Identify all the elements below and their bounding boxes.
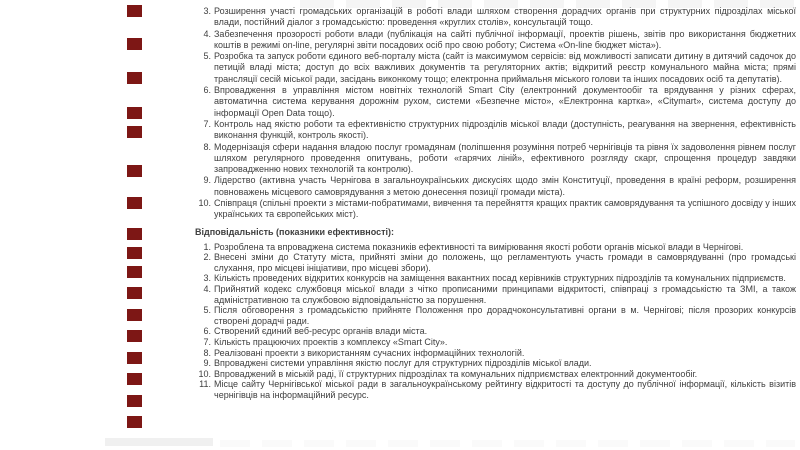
item-text: Кількість проведених відкритих конкурсів на заміщення вакантних посад керівників структурних підрозділів та комунальних підприємств. bbox=[214, 273, 786, 284]
item-text: Контроль над якістю роботи та ефективністю структурних підрозділів міської влади (доступність, реагування на звернення, ефективність виконання функцій, контроль якості). bbox=[214, 118, 796, 141]
list-item bbox=[195, 198, 796, 221]
item-text: Прийнятий кодекс службовця міської влади з чітко прописаними принципами відкритості, співпраці з громадськістю та ЗМІ, а також адміністративною та службовою відповідальністю за порушення. bbox=[214, 284, 796, 305]
list-item bbox=[195, 252, 796, 273]
list-item bbox=[195, 326, 796, 337]
item-number: 4. bbox=[203, 284, 211, 295]
margin-mark bbox=[127, 126, 142, 138]
item-number: 5. bbox=[203, 305, 211, 316]
scan-artifact-bottom-strip bbox=[220, 440, 795, 447]
item-text: Розроблена та впроваджена система показників ефективності та вимірювання якості роботи органів міської влади в Чернігові. bbox=[214, 241, 744, 252]
list-item bbox=[195, 369, 796, 380]
responsibility-list bbox=[195, 242, 796, 401]
list-item bbox=[195, 358, 796, 369]
item-number: 7. bbox=[203, 118, 211, 129]
item-number: 11. bbox=[199, 379, 211, 390]
item-text: Розширення участі громадських організацій в роботі влади шляхом створення дорадчих органів при структурних підрозділах міської влади, постійний діалог з громадськістю: проведення «круглих столів», консультацій тощо. bbox=[214, 6, 796, 28]
item-text: Кількість працюючих проектів з комплексу «Smart City». bbox=[214, 336, 448, 347]
item-number: 9. bbox=[203, 175, 211, 186]
goals-list bbox=[195, 6, 796, 221]
item-text: Створений єдиний веб-ресурс органів влади міста. bbox=[214, 326, 428, 337]
list-item bbox=[195, 337, 796, 348]
margin-mark bbox=[127, 72, 142, 84]
list-item bbox=[195, 348, 796, 359]
document-body bbox=[195, 6, 796, 401]
responsibility-heading: Відповідальність (показники ефективності): bbox=[195, 226, 395, 237]
list-item bbox=[195, 273, 796, 284]
item-number: 10. bbox=[198, 198, 211, 209]
margin-mark bbox=[127, 309, 142, 321]
margin-mark bbox=[127, 373, 142, 385]
item-text: Реалізовані проекти з використанням сучасних інформаційних технологій. bbox=[214, 347, 525, 358]
margin-mark bbox=[127, 165, 142, 177]
margin-mark bbox=[127, 247, 142, 259]
list-item bbox=[195, 51, 796, 85]
margin-mark bbox=[127, 38, 142, 50]
margin-mark bbox=[127, 352, 142, 364]
margin-mark bbox=[127, 287, 142, 299]
margin-mark bbox=[127, 416, 142, 428]
list-item bbox=[195, 175, 796, 198]
item-number: 8. bbox=[203, 347, 211, 358]
item-text: Внесені зміни до Статуту міста, прийняті зміни до положень, що регламентують участь громади в самоврядуванні (про громадські слухання, про місцеві ініціативи, про місцеві збори). bbox=[214, 252, 796, 273]
list-item bbox=[195, 379, 796, 400]
list-item bbox=[195, 6, 796, 29]
item-number: 7. bbox=[203, 336, 211, 347]
item-number: 6. bbox=[203, 326, 211, 337]
margin-mark bbox=[127, 266, 142, 278]
item-number: 8. bbox=[203, 141, 211, 152]
item-text: Співпраця (спільні проекти з містами-побратимами, вивчення та перейняття кращих практик самоврядування та успішного досвіду у інших українських та європейських міст). bbox=[214, 198, 796, 220]
margin-mark bbox=[127, 5, 142, 17]
item-number: 3. bbox=[203, 273, 211, 284]
scan-artifact-bottom bbox=[105, 438, 213, 446]
item-text: Модернізація сфери надання владою послуг громадянам (поліпшення розуміння потреб чернігівців та рівня їх задоволення рівнем послуг шляхом регулярного проведення опитувань, роботи «гарячих ліній», ефективного розгляду скарг, спрощення процедур завдяки запровадженню нових технологій та контролю). bbox=[214, 141, 796, 175]
list-item bbox=[195, 305, 796, 326]
item-text: Лідерство (активна участь Чернігова в загальноукраїнських дискусіях щодо змін Конституції, проведення в країні реформ, розширення повноважень місцевого самоврядування з метою донесення позиції громади міста). bbox=[214, 175, 796, 197]
item-number: 1. bbox=[203, 241, 211, 252]
item-text: Розробка та запуск роботи єдиного веб-порталу міста (сайт із максимумом сервісів: від можливості записати дитину в дитячий садочок до петицій владі міста; доступ до всіх важливих документів та регуляторних актів; відкритий реєстр комунального майна міста; прямі трансляції сесій міської ради, засідань виконкому тощо; електронна приймальня міського голови та інших посадових осіб та депутатів). bbox=[214, 51, 796, 84]
item-text: Впровадження в управління містом новітніх технологій Smart City (електронний документообіг та врядування у різних сферах, автоматична система керування дорожнім рухом, системи «Безпечне місто», «Електронна картка», «Citymart», система доступу до інформації Open Data тощо). bbox=[214, 85, 796, 118]
list-item bbox=[195, 142, 796, 176]
margin-mark bbox=[127, 107, 142, 119]
item-text: Місце сайту Чернігівської міської ради в загальноукраїнському рейтингу відкритості та доступу до публічної інформації, кількість візитів чернігівців на інформаційний ресурс. bbox=[214, 379, 796, 400]
item-text: Впроваджений в міській раді, її структурних підрозділах та комунальних підприємствах електронний документообіг. bbox=[214, 368, 698, 379]
list-item bbox=[195, 242, 796, 253]
item-text: Забезпечення прозорості роботи влади (публікація на сайті публічної інформації, проектів рішень, звітів про використання бюджетних коштів в режимі on-line, регулярні звіти посадових осіб про свою роботу; Система «On-line бюджет міста»). bbox=[214, 28, 796, 50]
list-item bbox=[195, 29, 796, 52]
item-number: 3. bbox=[203, 6, 211, 16]
item-text: Після обговорення з громадськістю прийняте Положення про дорадчоконсультативні органи в м. Чернігові; після прозорих конкурсів створені дорадчі ради. bbox=[214, 305, 796, 326]
item-number: 5. bbox=[203, 51, 211, 62]
item-number: 2. bbox=[203, 252, 211, 263]
list-item bbox=[195, 85, 796, 119]
item-number: 9. bbox=[203, 358, 211, 369]
margin-mark bbox=[127, 197, 142, 209]
list-item bbox=[195, 119, 796, 142]
item-number: 4. bbox=[203, 28, 211, 39]
margin-mark bbox=[127, 395, 142, 407]
margin-mark bbox=[127, 228, 142, 240]
margin-mark bbox=[127, 330, 142, 342]
item-number: 6. bbox=[203, 85, 211, 96]
list-item bbox=[195, 284, 796, 305]
item-number: 10. bbox=[198, 368, 211, 379]
item-text: Впроваджені системи управління якістю послуг для структурних підрозділів міської влади. bbox=[214, 358, 592, 369]
